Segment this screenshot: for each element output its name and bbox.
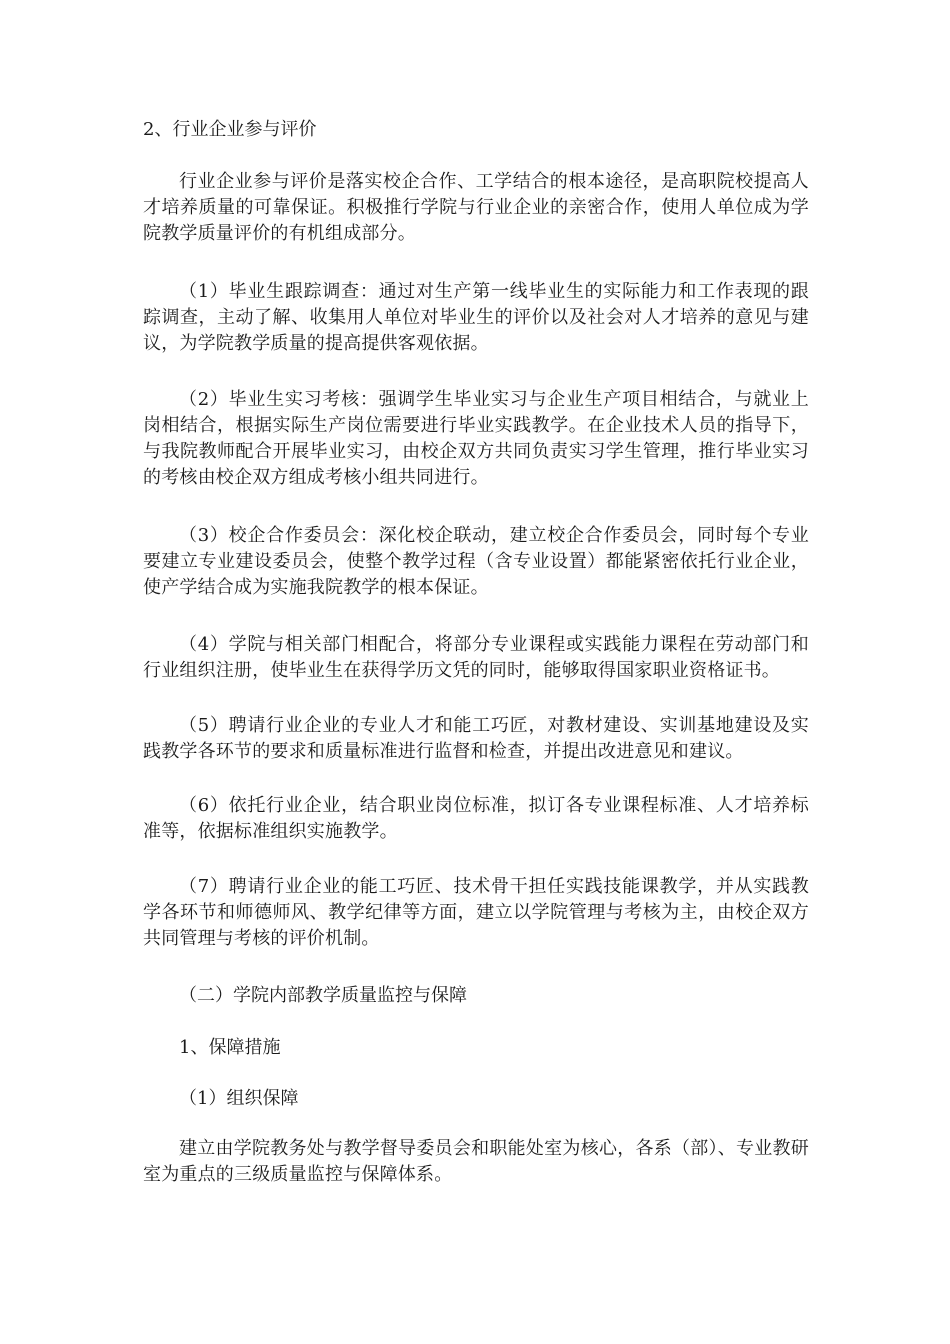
item-cooperation-committee: （3）校企合作委员会：深化校企联动，建立校企合作委员会，同时每个专业要建立专业建设委员会，使整个教学过程（含专业设置）都能紧密依托行业企业，使产学结合成为实施我院教学的根本保证。 <box>143 525 809 598</box>
item-supervision: （5）聘请行业企业的专业人才和能工巧匠，对教材建设、实训基地建设及实践教学各环节的要求和质量标准进行监督和检查，并提出改进意见和建议。 <box>143 715 809 762</box>
heading-organization: （1）组织保障 <box>179 1088 299 1109</box>
heading-industry-evaluation: 2、行业企业参与评价 <box>143 119 317 140</box>
intro-paragraph: 行业企业参与评价是落实校企合作、工学结合的根本途径，是高职院校提高人才培养质量的可靠保证。积极推行学院与行业企业的亲密合作，使用人单位成为学院教学质量评价的有机组成部分。 <box>143 171 809 244</box>
item-internship-assessment: （2）毕业生实习考核：强调学生毕业实习与企业生产项目相结合，与就业上岗相结合，根据实际生产岗位需要进行毕业实践教学。在企业技术人员的指导下，与我院教师配合开展毕业实习，由校企双方共同负责实习学生管理，推行毕业实习的考核由校企双方组成考核小组共同进行。 <box>143 389 809 488</box>
item-skilled-teaching: （7）聘请行业企业的能工巧匠、技术骨干担任实践技能课教学，并从实践教学各环节和师德师风、教学纪律等方面，建立以学院管理与考核为主，由校企双方共同管理与考核的评价机制。 <box>143 876 809 949</box>
item-standards: （6）依托行业企业，结合职业岗位标准，拟订各专业课程标准、人才培养标准等，依据标准组织实施教学。 <box>143 795 809 842</box>
organization-paragraph: 建立由学院教务处与教学督导委员会和职能处室为核心，各系（部）、专业教研室为重点的三级质量监控与保障体系。 <box>143 1138 809 1185</box>
item-graduate-tracking: （1）毕业生跟踪调查：通过对生产第一线毕业生的实际能力和工作表现的跟踪调查，主动了解、收集用人单位对毕业生的评价以及社会对人才培养的意见与建议，为学院教学质量的提高提供客观依据。 <box>143 281 809 354</box>
section-internal-quality: （二）学院内部教学质量监控与保障 <box>179 985 467 1006</box>
item-certification: （4）学院与相关部门相配合，将部分专业课程或实践能力课程在劳动部门和行业组织注册，使毕业生在获得学历文凭的同时，能够取得国家职业资格证书。 <box>143 634 809 681</box>
heading-measures: 1、保障措施 <box>179 1037 281 1058</box>
